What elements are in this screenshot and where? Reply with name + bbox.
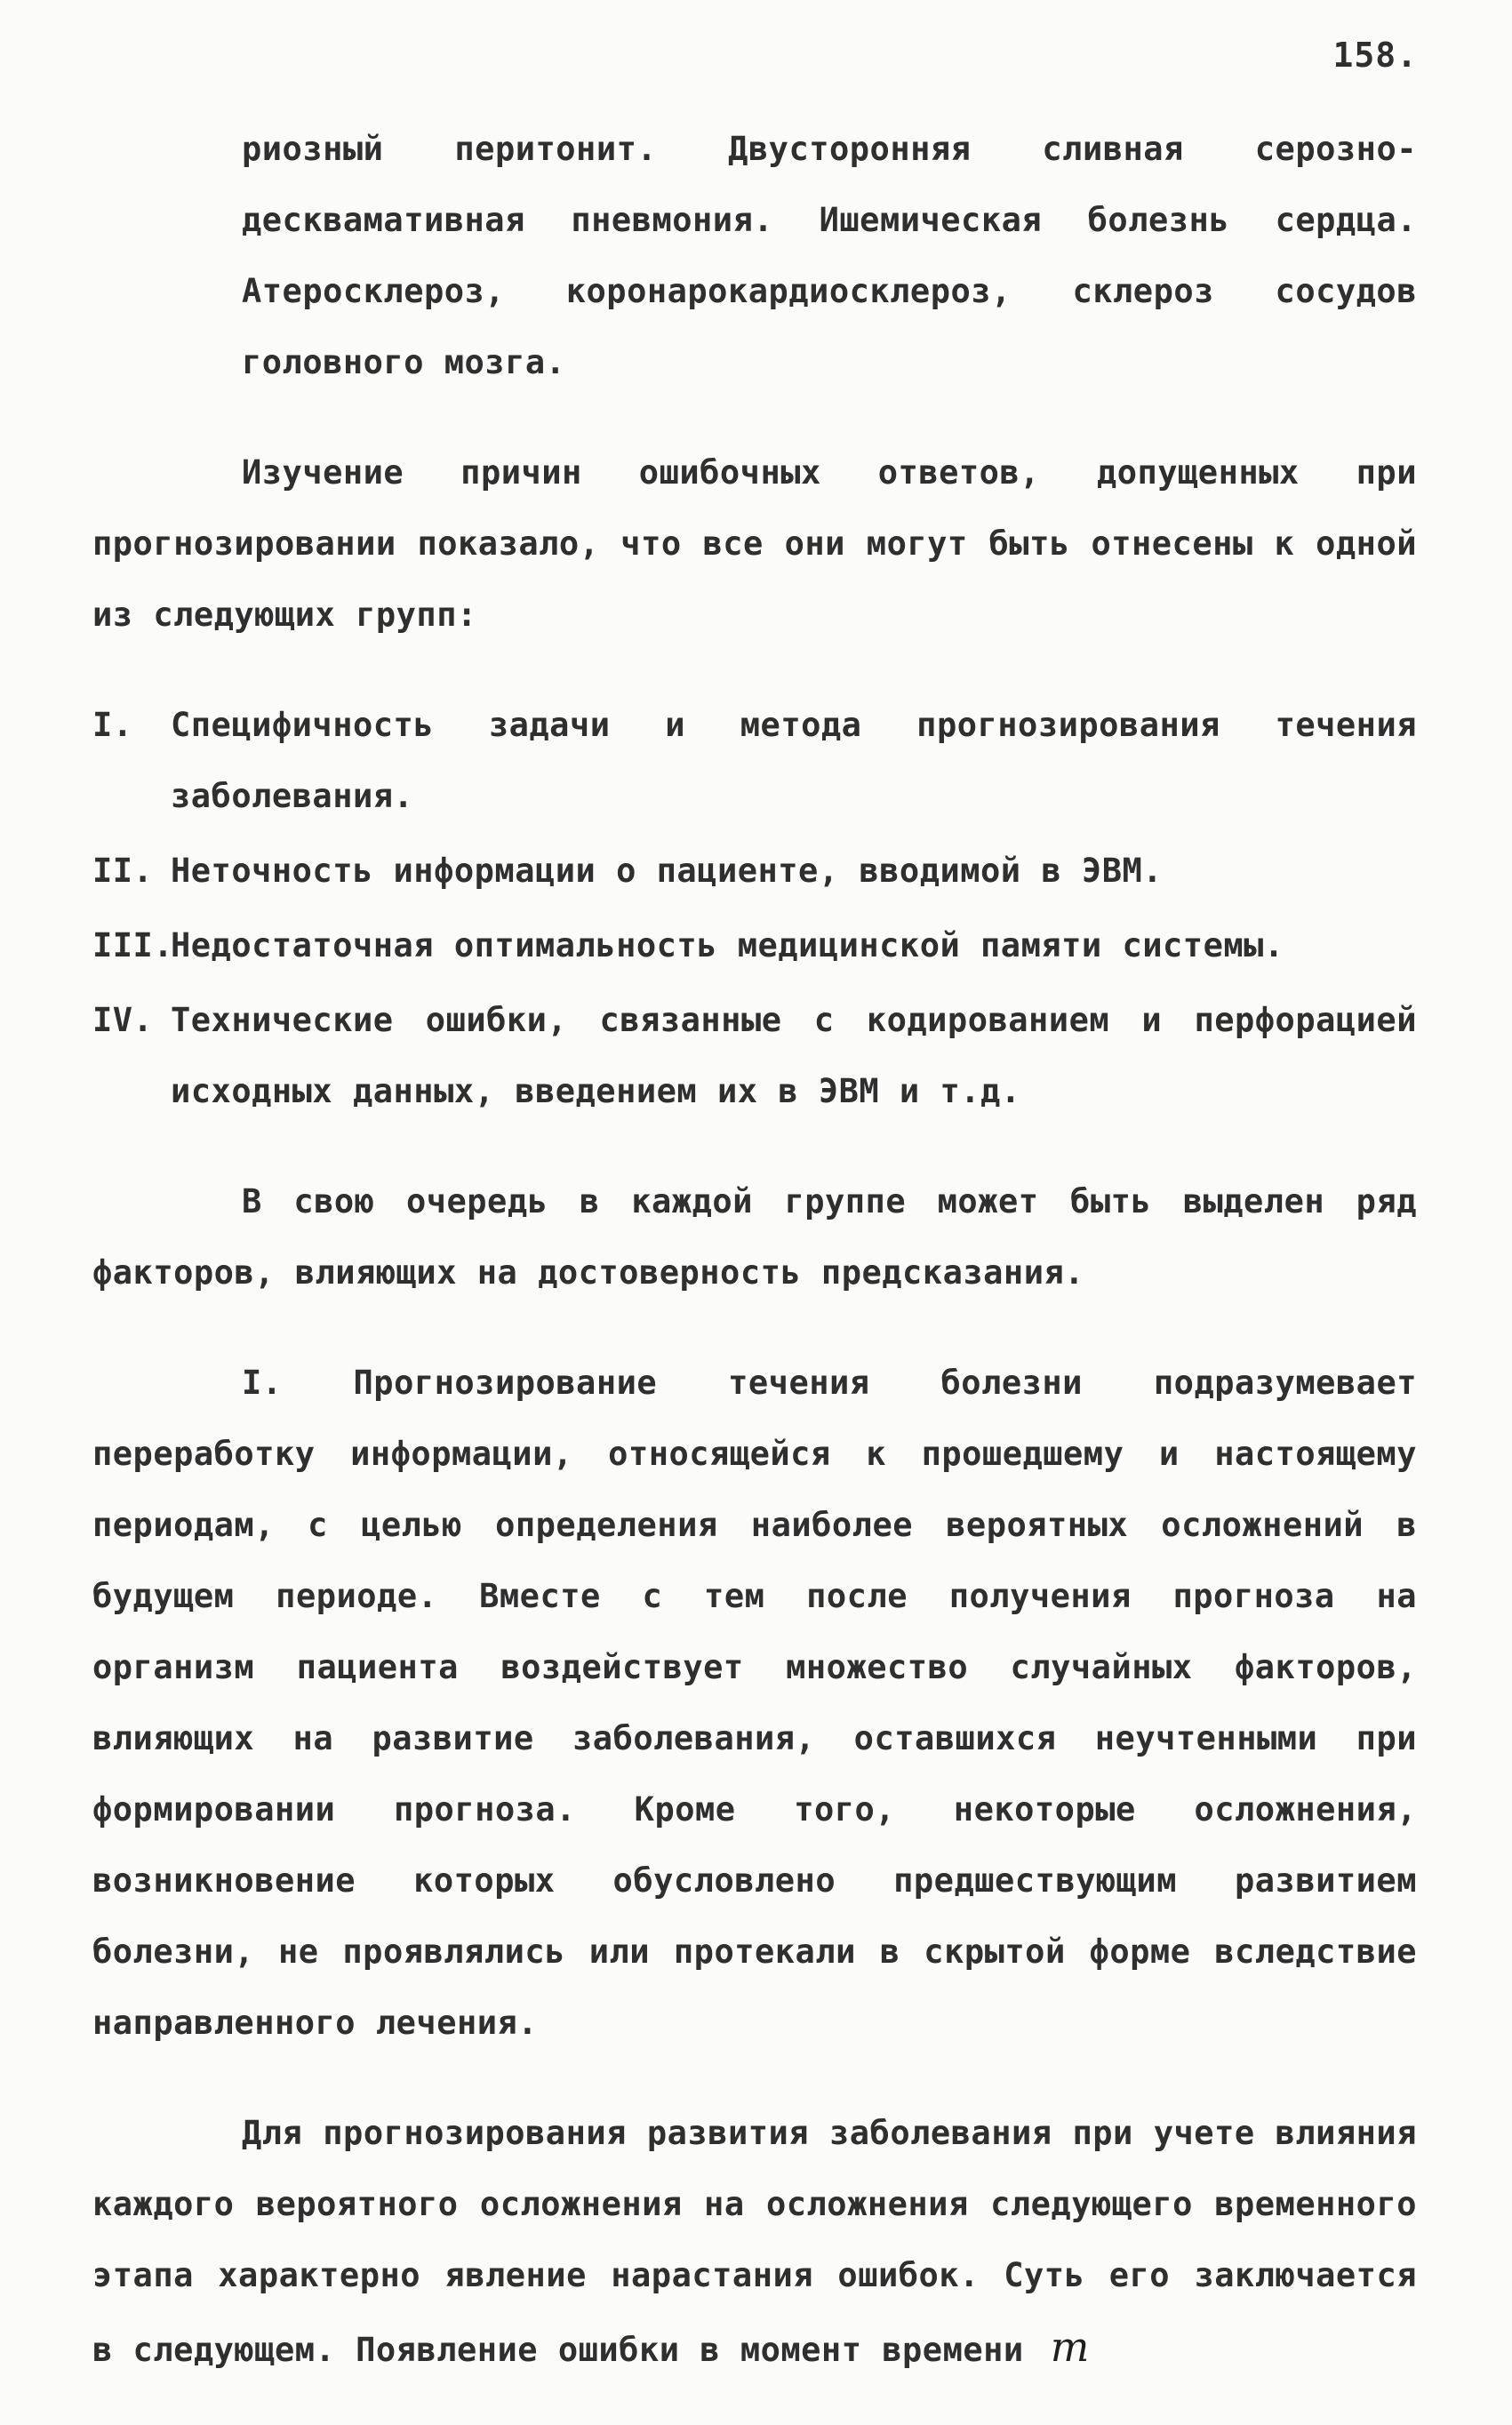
page-number: 158. [1332,36,1418,75]
list-item-number: III. [92,926,174,964]
error-groups-list [92,690,1417,1127]
list-item [92,836,1417,907]
document-body [92,114,1437,2425]
paragraph-error-growth [92,2098,1437,2386]
list-item-number: IV. [92,1001,154,1039]
paragraph-continued: риозный перитонит. Двусторонняя сливная серозно-десквамативная пневмония. Ишемическая болезнь сердца. Атеросклероз, коронарокардиосклероз, склероз сосудов головного мозга. [242,130,1437,381]
paragraph-error-growth-text: Для прогнозирования развития заболевания при учете влияния каждого вероятного осложнения на осложнения следующего временного этапа характерно явление нарастания ошибок. Суть его заключается в следующем. Появление ошибки в момент времени [92,2114,1437,2369]
list-item-text: Недостаточная оптимальность медицинской памяти системы. [171,926,1284,964]
paragraph-prognosis: I. Прогнозирование течения болезни подразумевает переработку информации, относящейся к прошедшему и настоящему периодам, с целью определения наиболее вероятных осложнений в будущем периоде. Вместе с тем после получения прогноза на организм пациента воздействует множество случайных факторов, влияющих на развитие заболевания, оставшихся неучтенными при формировании прогноза. Кроме того, некоторые осложнения, возникновение которых обусловлено предшествующим развитием болезни, не проявлялись или протекали в скрытой форме вследствие направленного лечения. [92,1364,1437,2042]
handwritten-variable: m [1050,2323,1090,2371]
list-item-text: Специфичность задачи и метода прогнозирования течения заболевания. [171,706,1417,815]
list-item-number: I. [92,706,133,744]
list-item-text: Неточность информации о пациенте, вводимой в ЭВМ. [171,852,1164,890]
paragraph-error-causes: Изучение причин ошибочных ответов, допущенных при прогнозировании показало, что все они могут быть отнесены к одной из следующих групп: [92,453,1437,634]
list-item-number: II. [92,852,154,890]
list-item [92,985,1417,1127]
list-item [92,690,1417,832]
list-item [92,910,1417,981]
list-item-text: Технические ошибки, связанные с кодированием и перфорацией исходных данных, введением их в ЭВМ и т.д. [171,1001,1417,1110]
paragraph-factors: В свою очередь в каждой группе может быть выделен ряд факторов, влияющих на достоверность предсказания. [92,1182,1437,1292]
